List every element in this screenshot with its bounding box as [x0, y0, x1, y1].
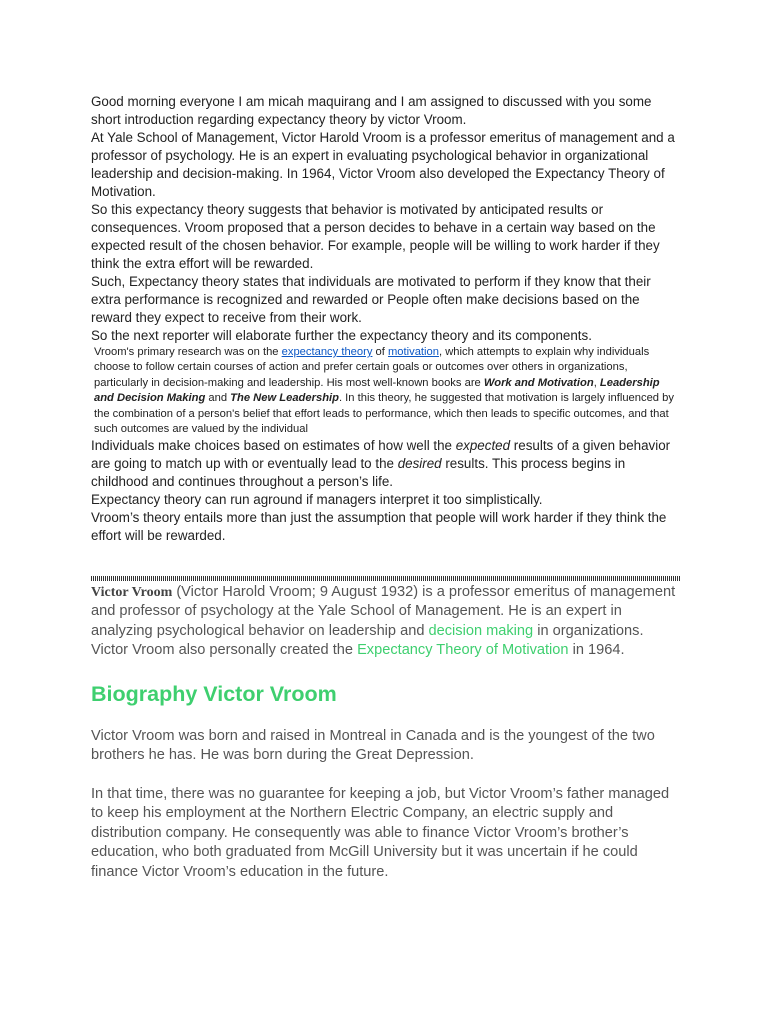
- expectancy-theory-motivation-link[interactable]: Expectancy Theory of Motivation: [357, 642, 569, 659]
- book-title-2: Leadership and Decision Making: [94, 376, 660, 405]
- intro-paragraph-1: Good morning everyone I am micah maquirang and I am assigned to discussed with you some short introduction regarding expectancy theory by victor Vroom.: [91, 94, 652, 127]
- research-paragraph: [94, 345, 681, 437]
- intro-paragraph-4: Such, Expectancy theory states that individuals are motivated to perform if they know that their extra performance is recognized and rewarded or People often make decisions based on the reward they expect to receive from their work.: [91, 274, 651, 325]
- emphasis-expected: expected: [455, 438, 511, 454]
- expectancy-theory-link[interactable]: expectancy theory: [281, 346, 373, 358]
- biography-paragraph-1: Victor Vroom was born and raised in Montreal in Canada and is the youngest of the two brothers he has. He was born during the Great Depression.: [91, 728, 655, 764]
- research-text: of: [372, 346, 388, 358]
- choices-paragraph: [91, 437, 681, 491]
- biography-paragraph-2: In that time, there was no guarantee for keeping a job, but Victor Vroom’s father managed to keep his employment at the Northern Electric Company, an electric supply and distribution company. He consequently was able to finance Victor Vroom’s brother’s education, who both graduated from McGill University but it was uncertain if he could finance Victor Vroom’s education in the future.: [91, 786, 670, 880]
- book-title-3: The New Leadership: [230, 392, 339, 405]
- intro-block: [91, 93, 681, 545]
- biography-heading: Biography Victor Vroom: [91, 682, 337, 706]
- profile-text: in organizations. Victor Vroom also personally created the: [91, 622, 644, 659]
- choices-text: Individuals make choices based on estimates of how well the: [91, 438, 456, 454]
- entails-paragraph: Vroom’s theory entails more than just the assumption that people will work harder if they think the effort will be rewarded.: [91, 510, 667, 544]
- intro-paragraph-3: So this expectancy theory suggests that behavior is motivated by anticipated results or consequences. Vroom proposed that a person decides to behave in a certain way based on the expected result of the chosen behavior. For example, people will be willing to work harder if they think the extra effort will be rewarded.: [91, 202, 660, 271]
- choices-text: results. This process begins in childhood and continues throughout a person’s life.: [91, 456, 626, 490]
- profile-name: Victor Vroom: [91, 585, 173, 600]
- choices-text: results of a given behavior are going to match up with or eventually lead to the: [91, 438, 671, 472]
- research-text: ,: [593, 376, 600, 389]
- profile-text: (Victor Harold Vroom; 9 August 1932) is a professor emeritus of management and professor of psychology at the Yale School of Management. He is an expert in analyzing psychological behavior on leadership and: [91, 584, 676, 639]
- section-divider: [91, 576, 680, 581]
- research-text: . In this theory, he suggested that motivation is largely influenced by the combination of a person's belief that effort leads to performance, which then leads to specific outcomes, and that such outcomes are valued by the individual: [94, 392, 674, 436]
- intro-paragraph-5: So the next reporter will elaborate further the expectancy theory and its components.: [91, 328, 592, 343]
- research-text: , which attempts to explain why individuals choose to follow certain courses of action and prefer certain goals or outcomes over others in organizations, particularly in decision-making and leadership. His most well-known books are: [94, 346, 650, 389]
- decision-making-link[interactable]: decision making: [428, 622, 534, 639]
- motivation-link[interactable]: motivation: [387, 346, 439, 358]
- intro-paragraph-2: At Yale School of Management, Victor Harold Vroom is a professor emeritus of management and a professor of psychology. He is an expert in evaluating psychological behavior in organizational leadership and decision-making. In 1964, Victor Vroom also developed the Expectancy Theory of Motivation.: [91, 130, 675, 199]
- book-title-1: Work and Motivation: [483, 376, 594, 389]
- research-text: Vroom's primary research was on the: [94, 346, 282, 358]
- research-text: and: [205, 392, 231, 405]
- aground-paragraph: Expectancy theory can run aground if managers interpret it too simplistically.: [91, 492, 543, 508]
- profile-text: in 1964.: [568, 642, 625, 659]
- profile-paragraph: [91, 583, 681, 661]
- emphasis-desired: desired: [397, 456, 442, 472]
